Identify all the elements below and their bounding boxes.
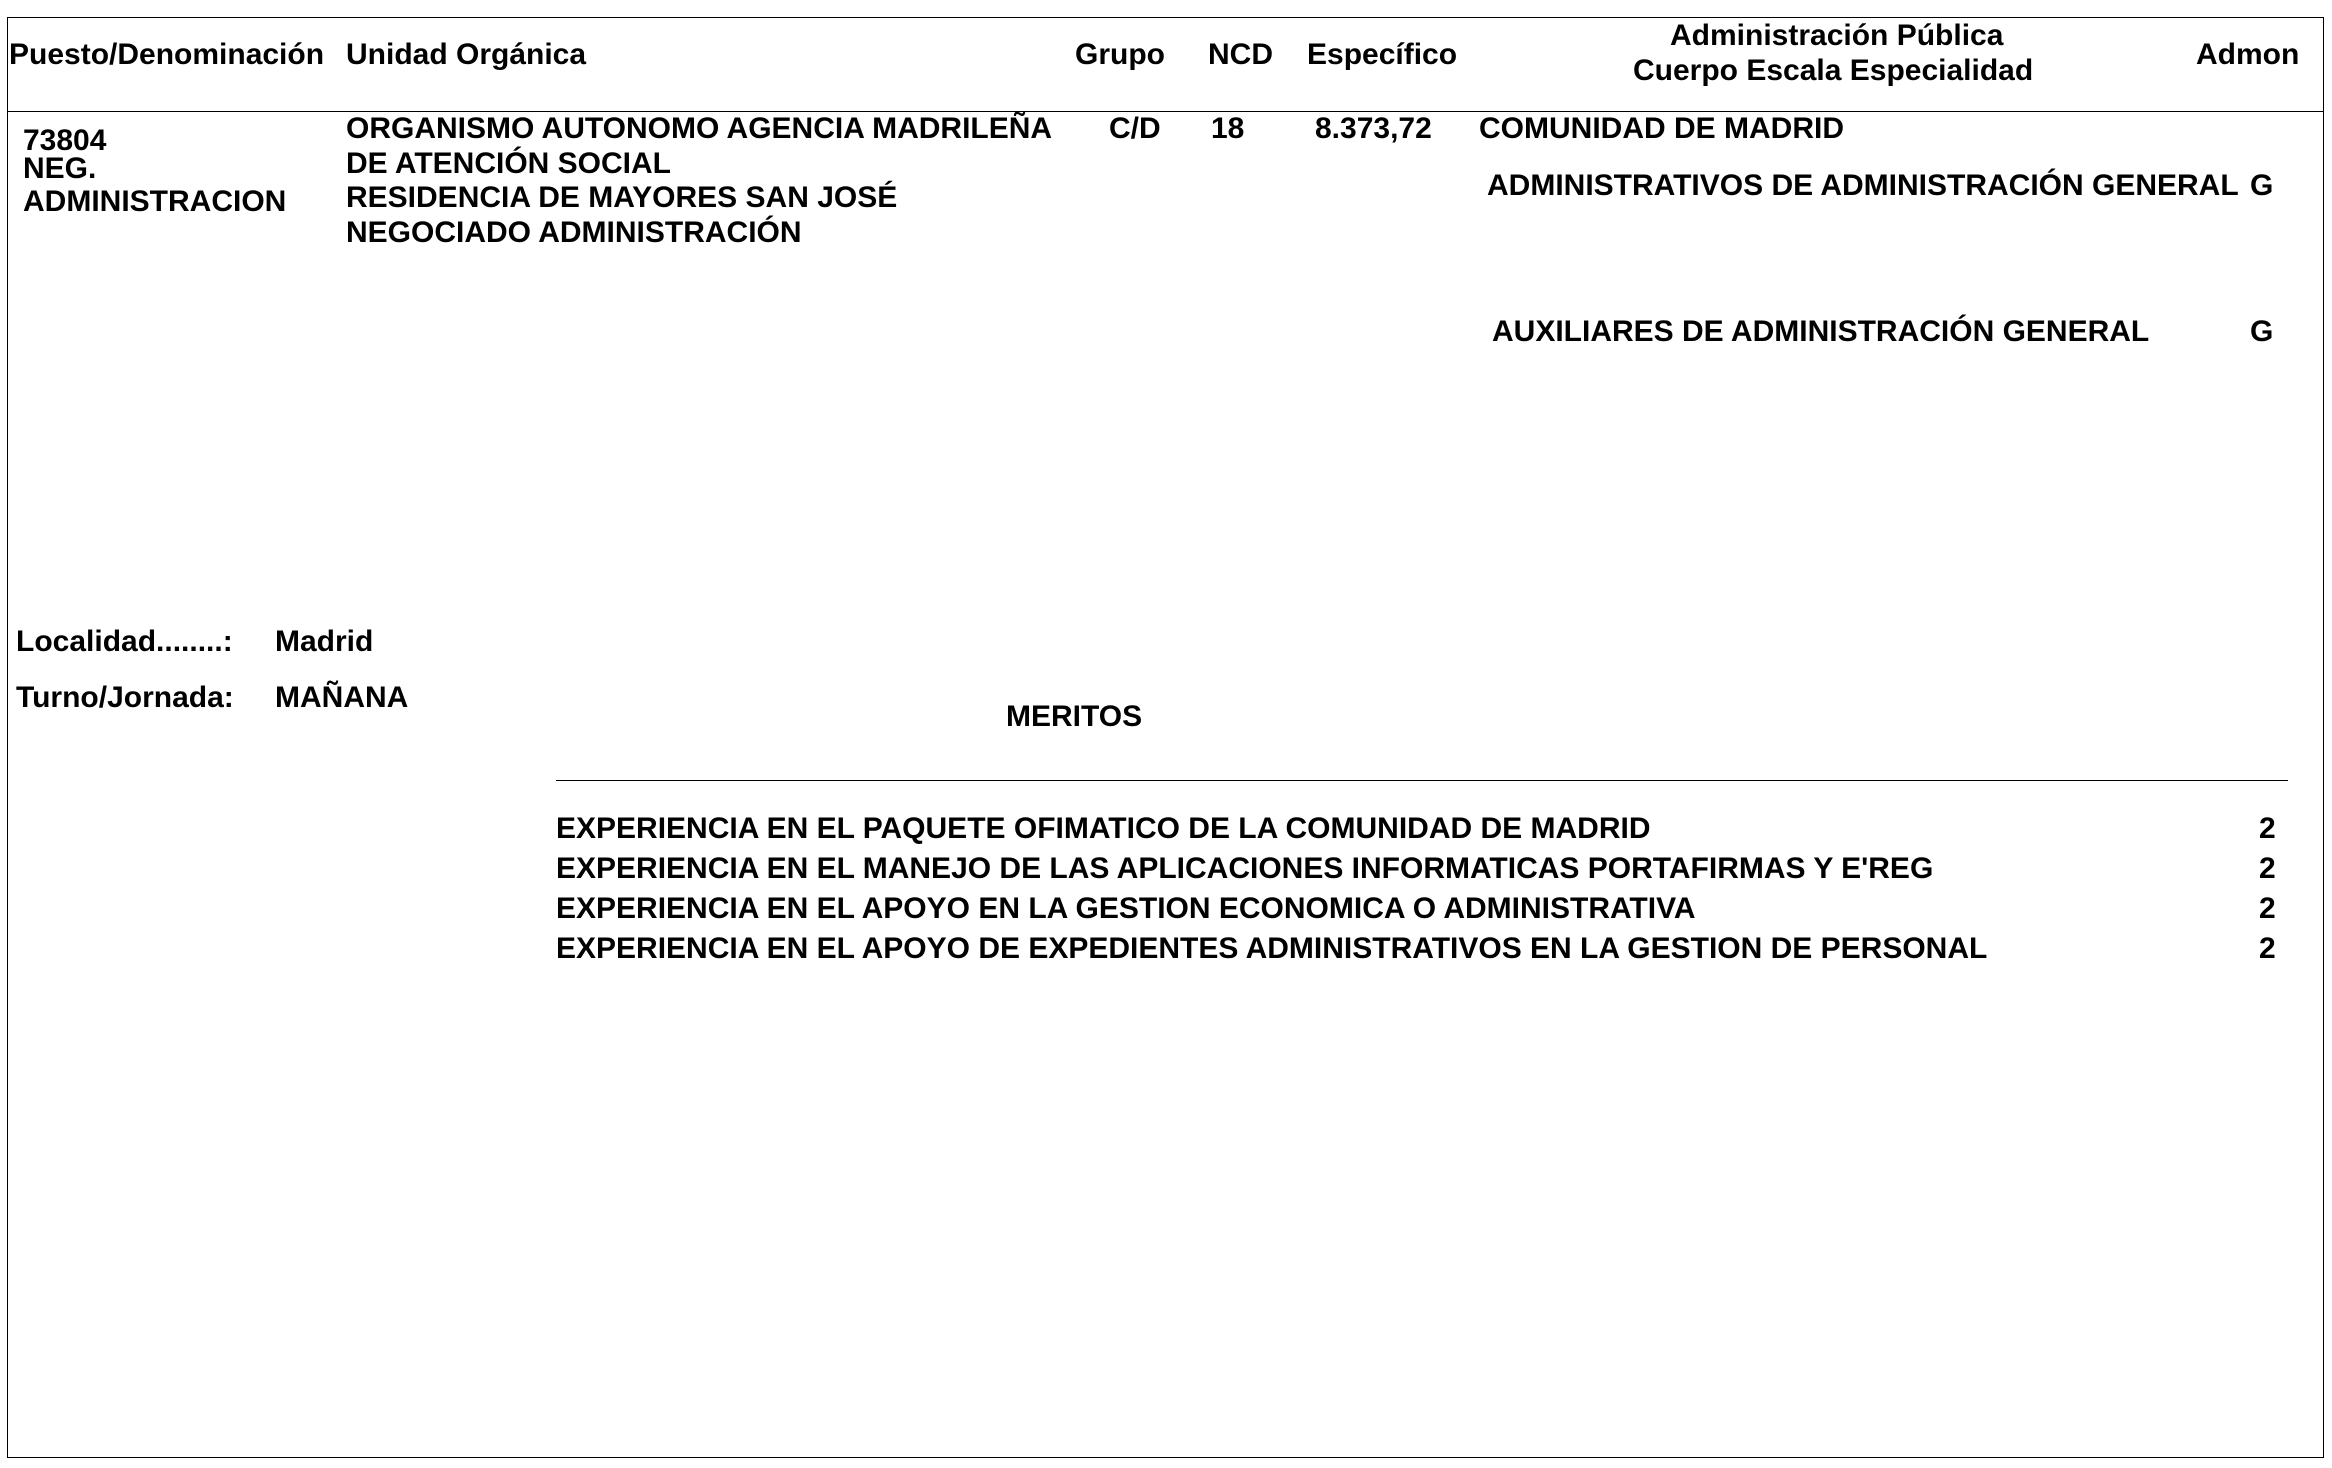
merito-text: EXPERIENCIA EN EL APOYO EN LA GESTION ECONOMICA O ADMINISTRATIVA [556,892,1696,925]
puesto-codigo: 73804 [23,124,107,157]
header-puesto: Puesto/Denominación [9,38,325,71]
turno-value: MAÑANA [275,681,409,714]
merito-points: 2 [2259,932,2276,965]
puesto-grupo: C/D [1109,112,1161,145]
unidad-line: RESIDENCIA DE MAYORES SAN JOSÉ [346,181,898,214]
meritos-title: MERITOS [1006,700,1143,733]
merito-points: 2 [2259,892,2276,925]
cuerpo-nombre: AUXILIARES DE ADMINISTRACIÓN GENERAL [1492,315,2150,348]
merito-points: 2 [2259,812,2276,845]
merito-text: EXPERIENCIA EN EL PAQUETE OFIMATICO DE LA COMUNIDAD DE MADRID [556,812,1651,845]
header-unidad: Unidad Orgánica [346,38,587,71]
merito-points: 2 [2259,852,2276,885]
header-ncd: NCD [1208,38,1273,71]
puesto-administracion: COMUNIDAD DE MADRID [1479,112,1844,145]
cuerpo-nombre: ADMINISTRATIVOS DE ADMINISTRACIÓN GENERAL [1487,169,2239,202]
localidad-label: Localidad........: [16,625,233,658]
unidad-line: NEGOCIADO ADMINISTRACIÓN [346,216,802,249]
puesto-ncd: 18 [1211,112,1245,145]
header-especifico: Específico [1307,38,1458,71]
localidad-value: Madrid [275,625,374,658]
cuerpo-admon: G [2250,169,2274,202]
cuerpo-admon: G [2250,315,2274,348]
unidad-line: ORGANISMO AUTONOMO AGENCIA MADRILEÑA [346,112,1053,145]
header-grupo: Grupo [1075,38,1165,71]
header-admon: Admon [2196,38,2300,71]
header-administracion: Administración Pública [1670,19,2004,52]
meritos-divider [556,780,2288,781]
merito-text: EXPERIENCIA EN EL APOYO DE EXPEDIENTES ADMINISTRATIVOS EN LA GESTION DE PERSONAL [556,932,1988,965]
turno-label: Turno/Jornada: [16,681,234,714]
puesto-denominacion-1: NEG. [23,152,97,185]
puesto-denominacion-2: ADMINISTRACION [23,185,287,218]
unidad-line: DE ATENCIÓN SOCIAL [346,147,672,180]
header-cuerpo-escala: Cuerpo Escala Especialidad [1633,54,2034,87]
merito-text: EXPERIENCIA EN EL MANEJO DE LAS APLICACIONES INFORMATICAS PORTAFIRMAS Y E'REG [556,852,1934,885]
puesto-especifico: 8.373,72 [1315,112,1432,145]
